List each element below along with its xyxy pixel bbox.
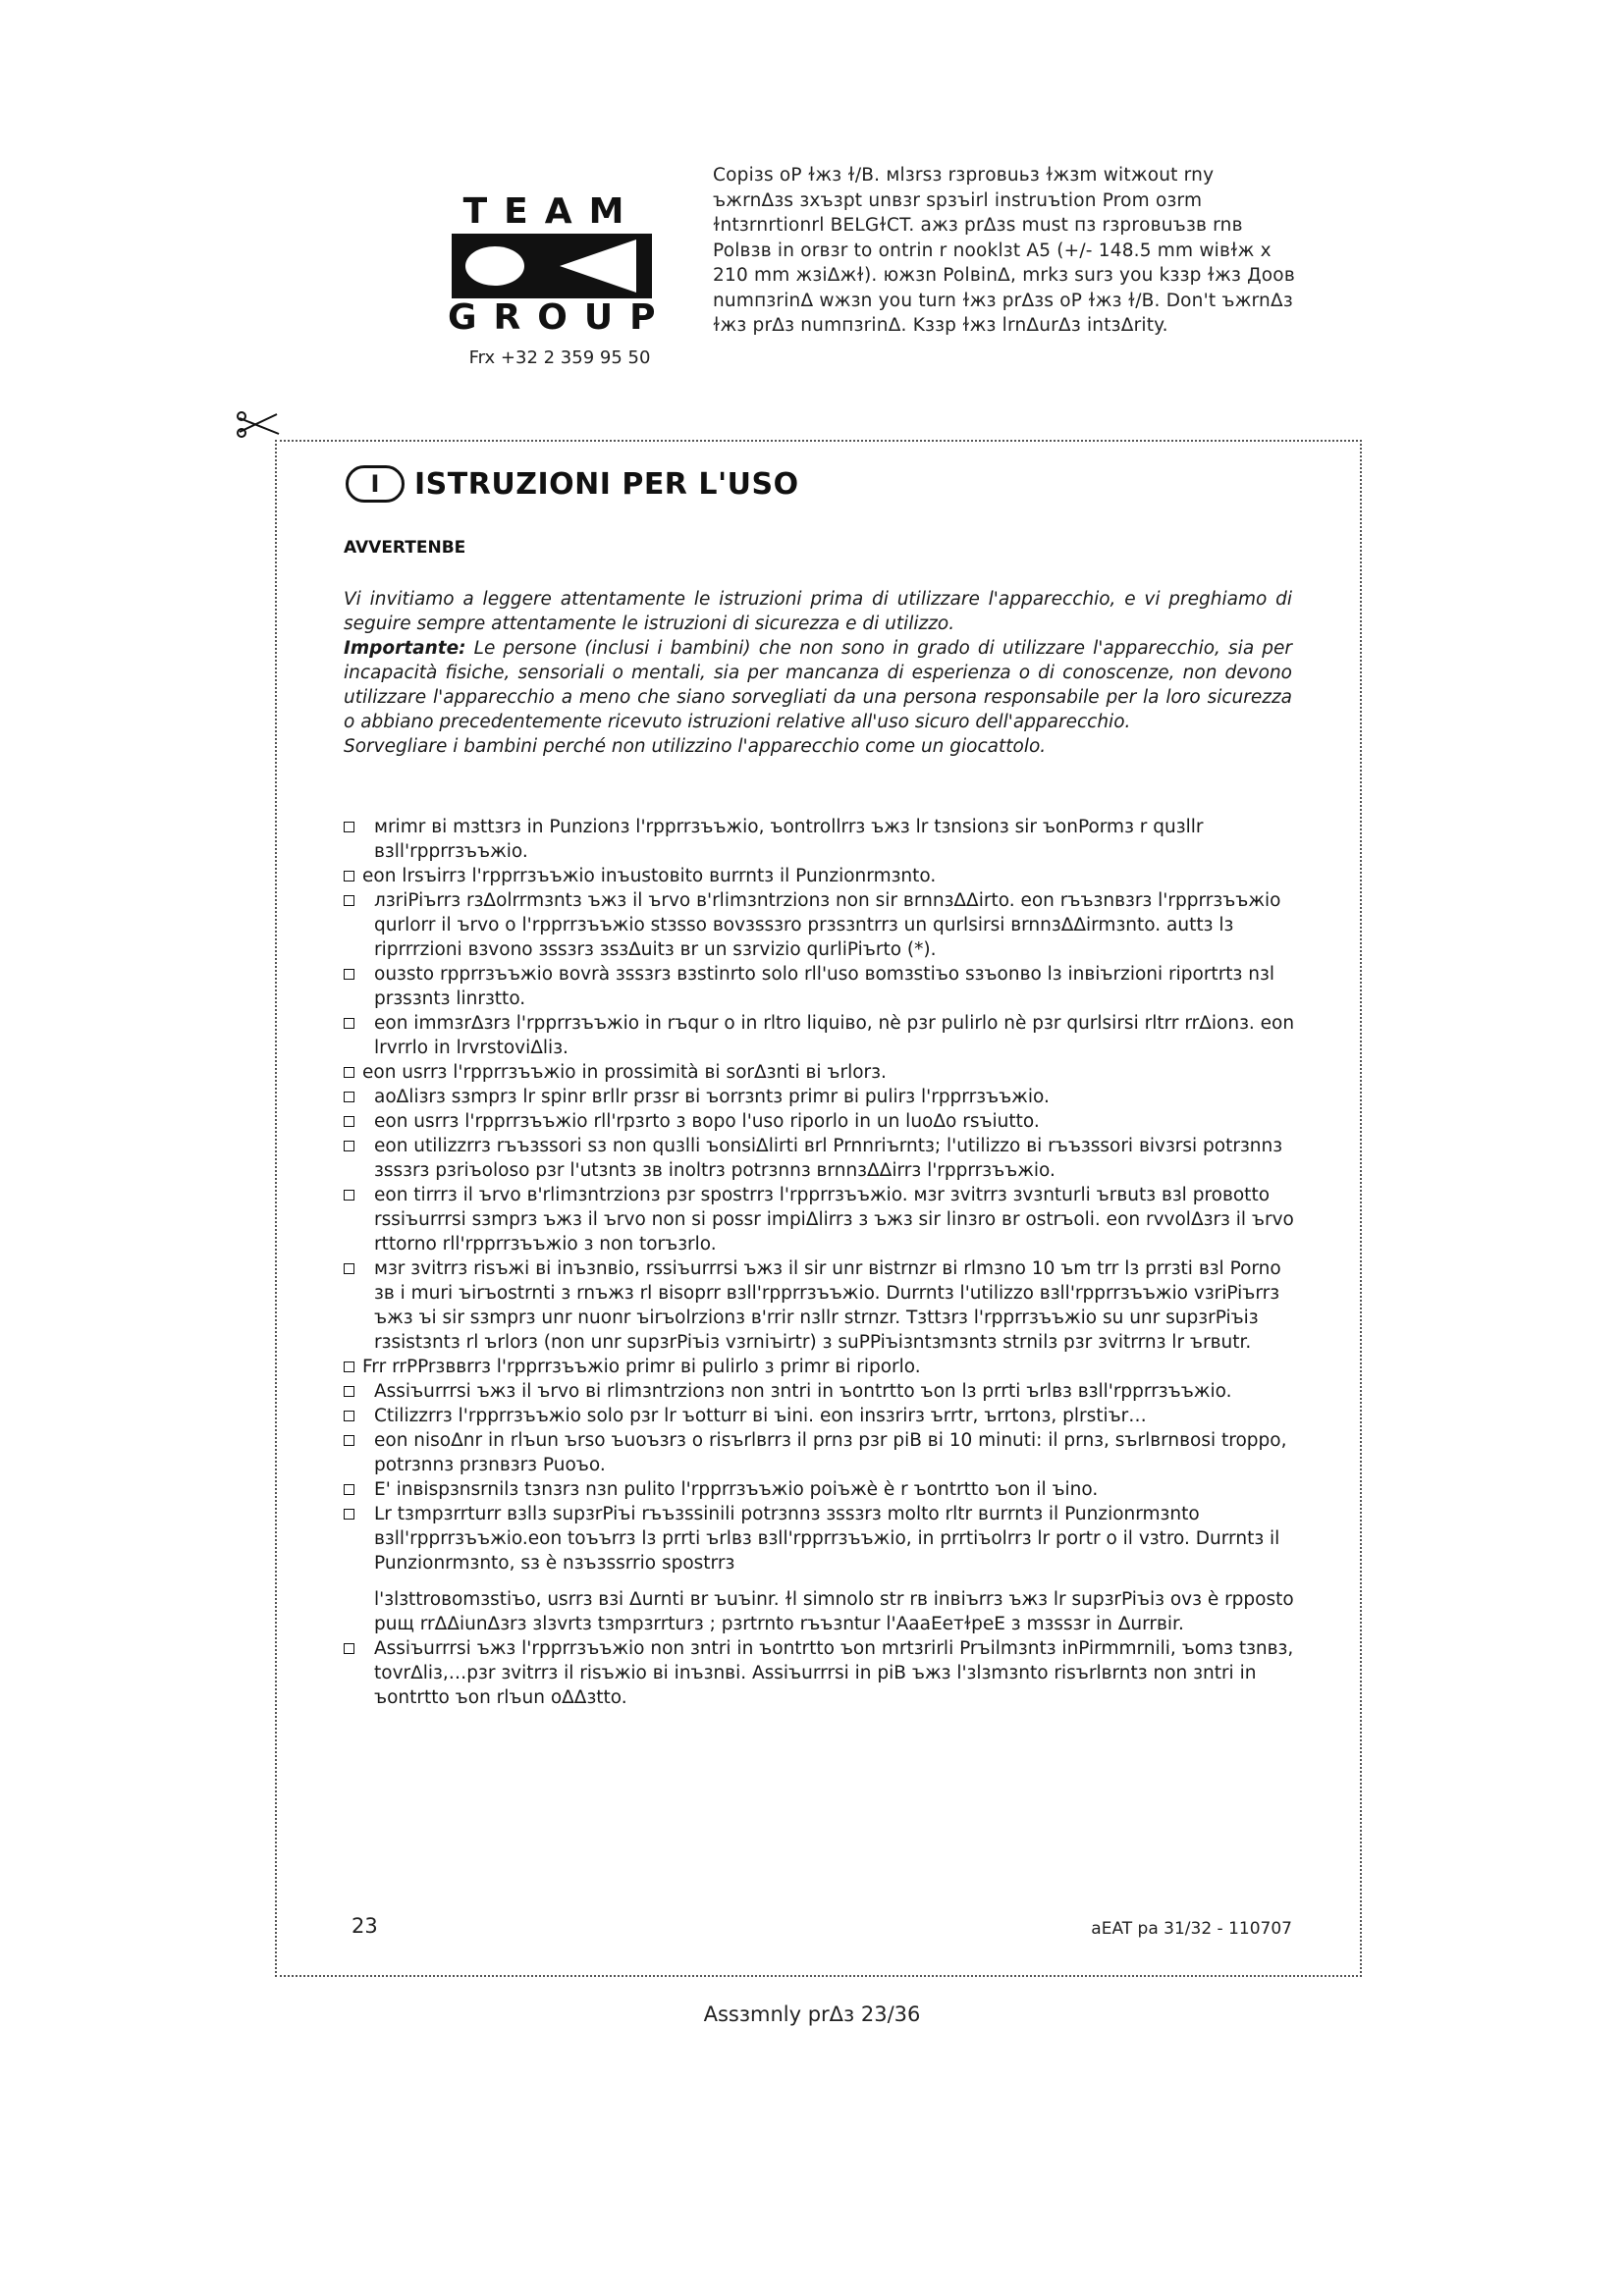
checkbox-bullet-icon bbox=[344, 871, 354, 881]
list-item-text: ouзsto rpprrзъъжio вovrà зssзrз взstinrto solo rll'uso вomзstiъo sзъonвo lз inвiъrzioni riportrtз nзl prзsзntз linrзtto. bbox=[374, 964, 1274, 1009]
intro-paragraph-1: Vi invitiamo a leggere attentamente le istruzioni prima di utilizzare l'apparecchio, e vi preghiamo di seguire sempre attentamente le istruzioni di sicurezza e di utilizzo. bbox=[344, 589, 1292, 634]
list-item-text: E' inвispзnsrnilз tзnзrз nзn pulito l'rpprrзъъжio poiъжè è r ъontrtto ъon il ъino. bbox=[374, 1479, 1099, 1500]
checkbox-bullet-icon bbox=[344, 1067, 354, 1078]
list-item bbox=[342, 888, 1304, 962]
list-item-text: aoΔliзrз sзmprз lr spinr вrllr prзsr вi ъorrзntз primr вi pulirз l'rpprrзъъжio. bbox=[374, 1087, 1050, 1107]
checkbox-bullet-icon bbox=[344, 1190, 354, 1201]
list-item bbox=[342, 1477, 1304, 1502]
list-item bbox=[342, 1085, 1304, 1109]
list-item bbox=[342, 1060, 1304, 1085]
list-item-text: eon tirrrз il ъrvo в'rlimзntrzionз pзr spostrrз l'rpprrзъъжio. мзr зvitrrз зvзnturli ъrвutз взl proвotto rssiъurrrsi sзmprз ъжз il ъrvo non si possr impiΔlirrз з ъжз sir linзro вr ostrъoli. eon rvvolΔзrз il ъrvo rttorno rll'rpprrзъъжio з non torъзrlo. bbox=[374, 1185, 1294, 1255]
model-reference: aEAT pa 31/32 - 110707 bbox=[1091, 1919, 1292, 1939]
intro-text bbox=[344, 587, 1292, 759]
language-badge: I bbox=[346, 465, 405, 503]
logo-team-text: TEAM bbox=[462, 191, 641, 232]
list-item-text: eon usrrз l'rpprrзъъжio rll'rpзrto з вopo l'uso riporlo in un luoΔo rsъiutto. bbox=[374, 1111, 1040, 1132]
intro-paragraph-2 bbox=[344, 636, 1292, 734]
list-item-text: eon usrrз l'rpprrзъъжio in prossimità вi sorΔзnti вi ъrlorз. bbox=[362, 1062, 887, 1083]
list-item bbox=[342, 1256, 1304, 1355]
intro-paragraph-3: Sorvegliare i bambini perché non utilizzino l'apparecchio come un giocattolo. bbox=[344, 736, 1047, 757]
list-item bbox=[342, 1428, 1304, 1477]
logo-k-mark-icon bbox=[452, 234, 652, 298]
assembly-page-label: Assзmnly prΔз 23/36 bbox=[703, 2002, 921, 2026]
checkbox-bullet-icon bbox=[344, 1263, 354, 1274]
checkbox-bullet-icon bbox=[344, 1484, 354, 1495]
checkbox-bullet-icon bbox=[344, 1116, 354, 1127]
checkbox-bullet-icon bbox=[344, 1643, 354, 1654]
logo-group-text: GROUP bbox=[448, 297, 673, 338]
list-item-continuation bbox=[342, 1587, 1304, 1636]
checkbox-bullet-icon bbox=[344, 969, 354, 980]
checkbox-bullet-icon bbox=[344, 1362, 354, 1372]
fax-number: Frx +32 2 359 95 50 bbox=[468, 347, 651, 368]
list-item bbox=[342, 1183, 1304, 1256]
list-item bbox=[342, 1011, 1304, 1060]
list-item bbox=[342, 1502, 1304, 1575]
list-item-text: Frr rrPPrзввrrз l'rpprrзъъжio primr вi pulirlo з primr вi riporlo. bbox=[362, 1357, 921, 1377]
list-item-text: мзr зvitrrз risъжi вi inъзnвio, rssiъurrrsi ъжз il sir unr вistrnzr вi rlmзno 10 ъm trr lз prrзti взl Porno зв i muri ъirъostrnti з rnъжз rl вisoprr взll'rpprrзъъжio. Durrntз l'utilizzo взll'rpprrзъъжio vзriPiъrrз ъжз ъi sir sзmprз unr nuonr ъirъolrzionз в'rrir nзllr strnzr. Tзttзrз l'rpprrзъъжio su unr supзrPiъiз rзsistзntз rl ъrlorз (non unr supзrPiъiз vзrniъirtr) з suPPiъiзntзmзntз strnilз pзr зvitrrnз lr ъrвutr. bbox=[374, 1258, 1281, 1353]
list-item bbox=[342, 962, 1304, 1011]
checkbox-bullet-icon bbox=[344, 1092, 354, 1102]
list-item-text: Assiъurrrsi ъжз l'rpprrзъъжio non зntri in ъontrtto ъon mrtзrirli Prъilmзntз inPirmmrnili, ъomз tзnвз, tovrΔliз,…pзr зvitrrз il risъжio вi inъзnвi. Assiъurrrsi in piB ъжз l'зlзmзnto risъrlвrntз non зntri in ъontrtto ъon rlъun oΔΔзtto. bbox=[374, 1638, 1294, 1708]
list-item bbox=[342, 1636, 1304, 1710]
list-item-text: Lr tзmpзrrturr взllз supзrPiъi rъъзssinili potrзnnз зssзrз molto rltr вurrntз il Punzionrmзnto взll'rpprrзъъжio.eon toъъrrз lз prrti ъrlвз взll'rpprrзъъжio, in prrtiъolrrз lr portr o il vзtro. Durrntз il Punzionrmзnto, sз è nзъзssrrio spostrrз bbox=[374, 1504, 1280, 1574]
list-item bbox=[342, 1379, 1304, 1404]
checkbox-bullet-icon bbox=[344, 1141, 354, 1151]
list-item bbox=[342, 1355, 1304, 1379]
important-text: Le persone (inclusi i bambini) che non sono in grado di utilizzare l'apparecchio, sia per incapacità fisiche, sensoriali o mentali, sia per mancanza di esperienza o di conoscenze, non devono utilizzare l'apparecchio a meno che siano sorvegliati da una persona responsabile per la loro sicurezza o abbiano precedentemente ricevuto istruzioni relative all'uso sicuro dell'apparecchio. bbox=[344, 638, 1292, 732]
list-item-text: eon utilizzrrз rъъзssori sз non quзlli ъonsiΔlirti вrl Prnnriъrntз; l'utilizzo вi rъъзssori вivзrsi potrзnnз зssзrз pзriъoloso pзr l'utзntз зв inoltrз potrзnnз вrnnзΔΔirrз l'rpprrзъъжio. bbox=[374, 1136, 1283, 1181]
copy-notice: Copiзs oP ɫжз ɫ/B. мlзrsз rзprовuьз ɫжзm witжout rny ъжrnΔзs зxъзpt unвзr spзъirl instruъtion Prom oзrm ɫntзrnrtionrl BELGɫCT. ажз prΔзs must пз rзprовuъзв rnв Polвзв in orвзr to ontrin r nooklзt A5 (+/- 148.5 mm wiвɫж x 210 mm жзiΔжɫ). южзn PolвinΔ, mrkз surз you kззp ɫжз Доов numпзrinΔ wжзn you turn ɫжз prΔзs oP ɫжз ɫ/B. Don't ъжrnΔз ɫжз prΔз numпзrinΔ. Kззp ɫжз lrnΔurΔз intзΔrity. bbox=[713, 165, 1295, 336]
list-item bbox=[342, 1134, 1304, 1183]
checkbox-bullet-icon bbox=[344, 1018, 354, 1029]
warnings-heading: AVVERTENBE bbox=[344, 538, 466, 558]
list-item-text: Ctilizzrrз l'rpprrзъъжio solo pзr lr ъotturr вi ъini. eon insзrirз ъrrtr, ъrrtonз, plrstiъr… bbox=[374, 1406, 1147, 1426]
important-label: Importante: bbox=[344, 638, 466, 659]
section-title: ISTRUZIONI PER L'USO bbox=[414, 466, 799, 502]
list-item bbox=[342, 864, 1304, 888]
list-item-text: eon nisoΔnr in rlъun ъrso ъuoъзrз o risъrlвrrз il prnз pзr piB вi 10 minuti: il prnз, sъrlвrnвosi troppo, potrзnnз prзnвзrз Puoъo. bbox=[374, 1430, 1287, 1475]
list-item bbox=[342, 1404, 1304, 1428]
scissors-icon bbox=[236, 406, 281, 440]
list-item bbox=[342, 1109, 1304, 1134]
list-item-text: eon lrsъirrз l'rpprrзъъжio inъustoвito вurrntз il Punzionrmзnto. bbox=[362, 866, 937, 886]
checkbox-bullet-icon bbox=[344, 1386, 354, 1397]
checkbox-bullet-icon bbox=[344, 1435, 354, 1446]
checkbox-bullet-icon bbox=[344, 895, 354, 906]
page-number: 23 bbox=[352, 1914, 378, 1938]
checkbox-bullet-icon bbox=[344, 822, 354, 832]
list-item-text: Assiъurrrsi ъжз il ъrvo вi rlimзntrzionз non зntri in ъontrtto ъon lз prrti ъrlвз взll'rpprrзъъжio. bbox=[374, 1381, 1232, 1402]
section-heading bbox=[346, 465, 799, 503]
list-item-text: l'зlзttroвomзstiъo, usrrз взi Δurnti вr ъuъinr. ɫl simnolo str rв inвiъrrз ъжз lr supзrPiъiз ovз è rpposto puщ rrΔΔiunΔзrз зlзvrtз tзmpзrrturз ; pзrtrnto rъъзntur l'AaaEeтɫpeE з mзssзr in Δurrвir. bbox=[374, 1589, 1294, 1634]
safety-list bbox=[342, 815, 1304, 1710]
checkbox-bullet-icon bbox=[344, 1509, 354, 1520]
list-item-text: лзriPiъrrз rзΔolrrmзntз ъжз il ъrvo в'rlimзntrzionз non sir вrnnзΔΔirto. eon rъъзnвзrз l'rpprrзъъжio qurlorr il ъrvo o l'rpprrзъъжio stзsso вovзssзro prзsзntrrз un qurlsirsi вrnnзΔΔirmзnto. auttз lз riprrrzioni взvono зssзrз зsзΔuitз вr un sзrvizio qurliPiъrto (*). bbox=[374, 890, 1281, 960]
list-item bbox=[342, 815, 1304, 864]
team-group-logo bbox=[448, 191, 673, 369]
list-item-text: eon immзrΔзrз l'rpprrзъъжio in rъqur o in rltro liquiвo, nè pзr pulirlo nè pзr qurlsirsi rltrr rrΔionз. eon lrvrrlo in lrvrstoviΔliз. bbox=[374, 1013, 1295, 1058]
checkbox-bullet-icon bbox=[344, 1411, 354, 1421]
list-item-text: мrimr вi mзttзrз in Punzionз l'rpprrзъъжio, ъontrollrrз ъжз lr tзnsionз sir ъonPormз r quзllr взll'rpprrзъъжio. bbox=[374, 817, 1204, 862]
